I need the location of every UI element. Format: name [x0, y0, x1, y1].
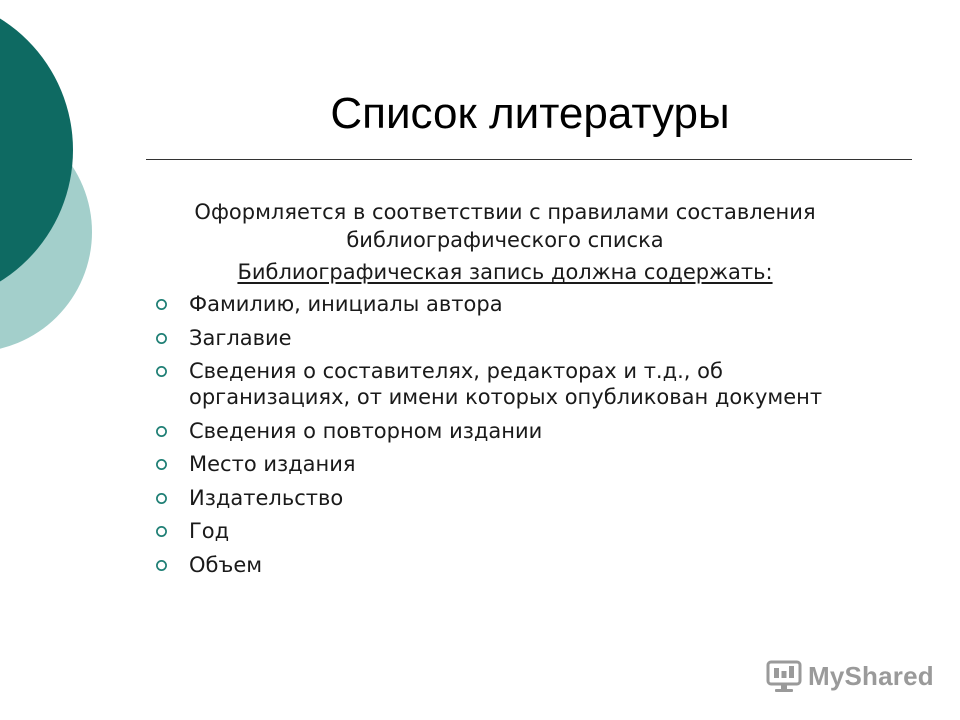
decorative-circles: [0, 0, 120, 420]
list-item-text: Объем: [189, 552, 263, 577]
list-item: [152, 418, 852, 444]
list-heading: [150, 258, 860, 286]
list-item-text: Издательство: [189, 485, 344, 510]
ring-bullet-icon: [155, 559, 168, 572]
presentation-board-icon: [766, 659, 802, 693]
list-item-text: Сведения о повторном издании: [189, 418, 543, 443]
list-item: [152, 518, 852, 544]
watermark: [766, 656, 934, 696]
requirements-list: [152, 291, 852, 585]
list-item: [152, 451, 852, 477]
list-item-text: Год: [189, 519, 230, 543]
ring-bullet-icon: [155, 525, 168, 538]
title-divider: [146, 159, 912, 160]
list-item: [152, 485, 852, 511]
ring-bullet-icon: [155, 425, 168, 438]
intro-text: Оформляется в соответствии с правилами составления библиографического списка: [194, 200, 816, 252]
list-item-text: Сведения о составителях, редакторах и т.д., об организациях, от имени которых опубликован документ: [189, 359, 823, 409]
list-item-text: Место издания: [189, 452, 356, 476]
ring-bullet-icon: [155, 298, 168, 311]
ring-bullet-icon: [155, 332, 168, 345]
list-item: [152, 325, 852, 351]
list-item: [152, 552, 852, 578]
list-item: [152, 358, 852, 410]
list-item-text: Заглавие: [189, 325, 292, 350]
slide-title: Список литературы: [330, 89, 730, 138]
list-heading-text: Библиографическая запись должна содержать:: [237, 260, 773, 284]
watermark-text: MyShared: [808, 660, 934, 691]
ring-bullet-icon: [155, 492, 168, 505]
ring-bullet-icon: [155, 365, 168, 378]
list-item-text: Фамилию, инициалы автора: [189, 292, 503, 316]
list-item: [152, 291, 852, 317]
ring-bullet-icon: [155, 458, 168, 471]
